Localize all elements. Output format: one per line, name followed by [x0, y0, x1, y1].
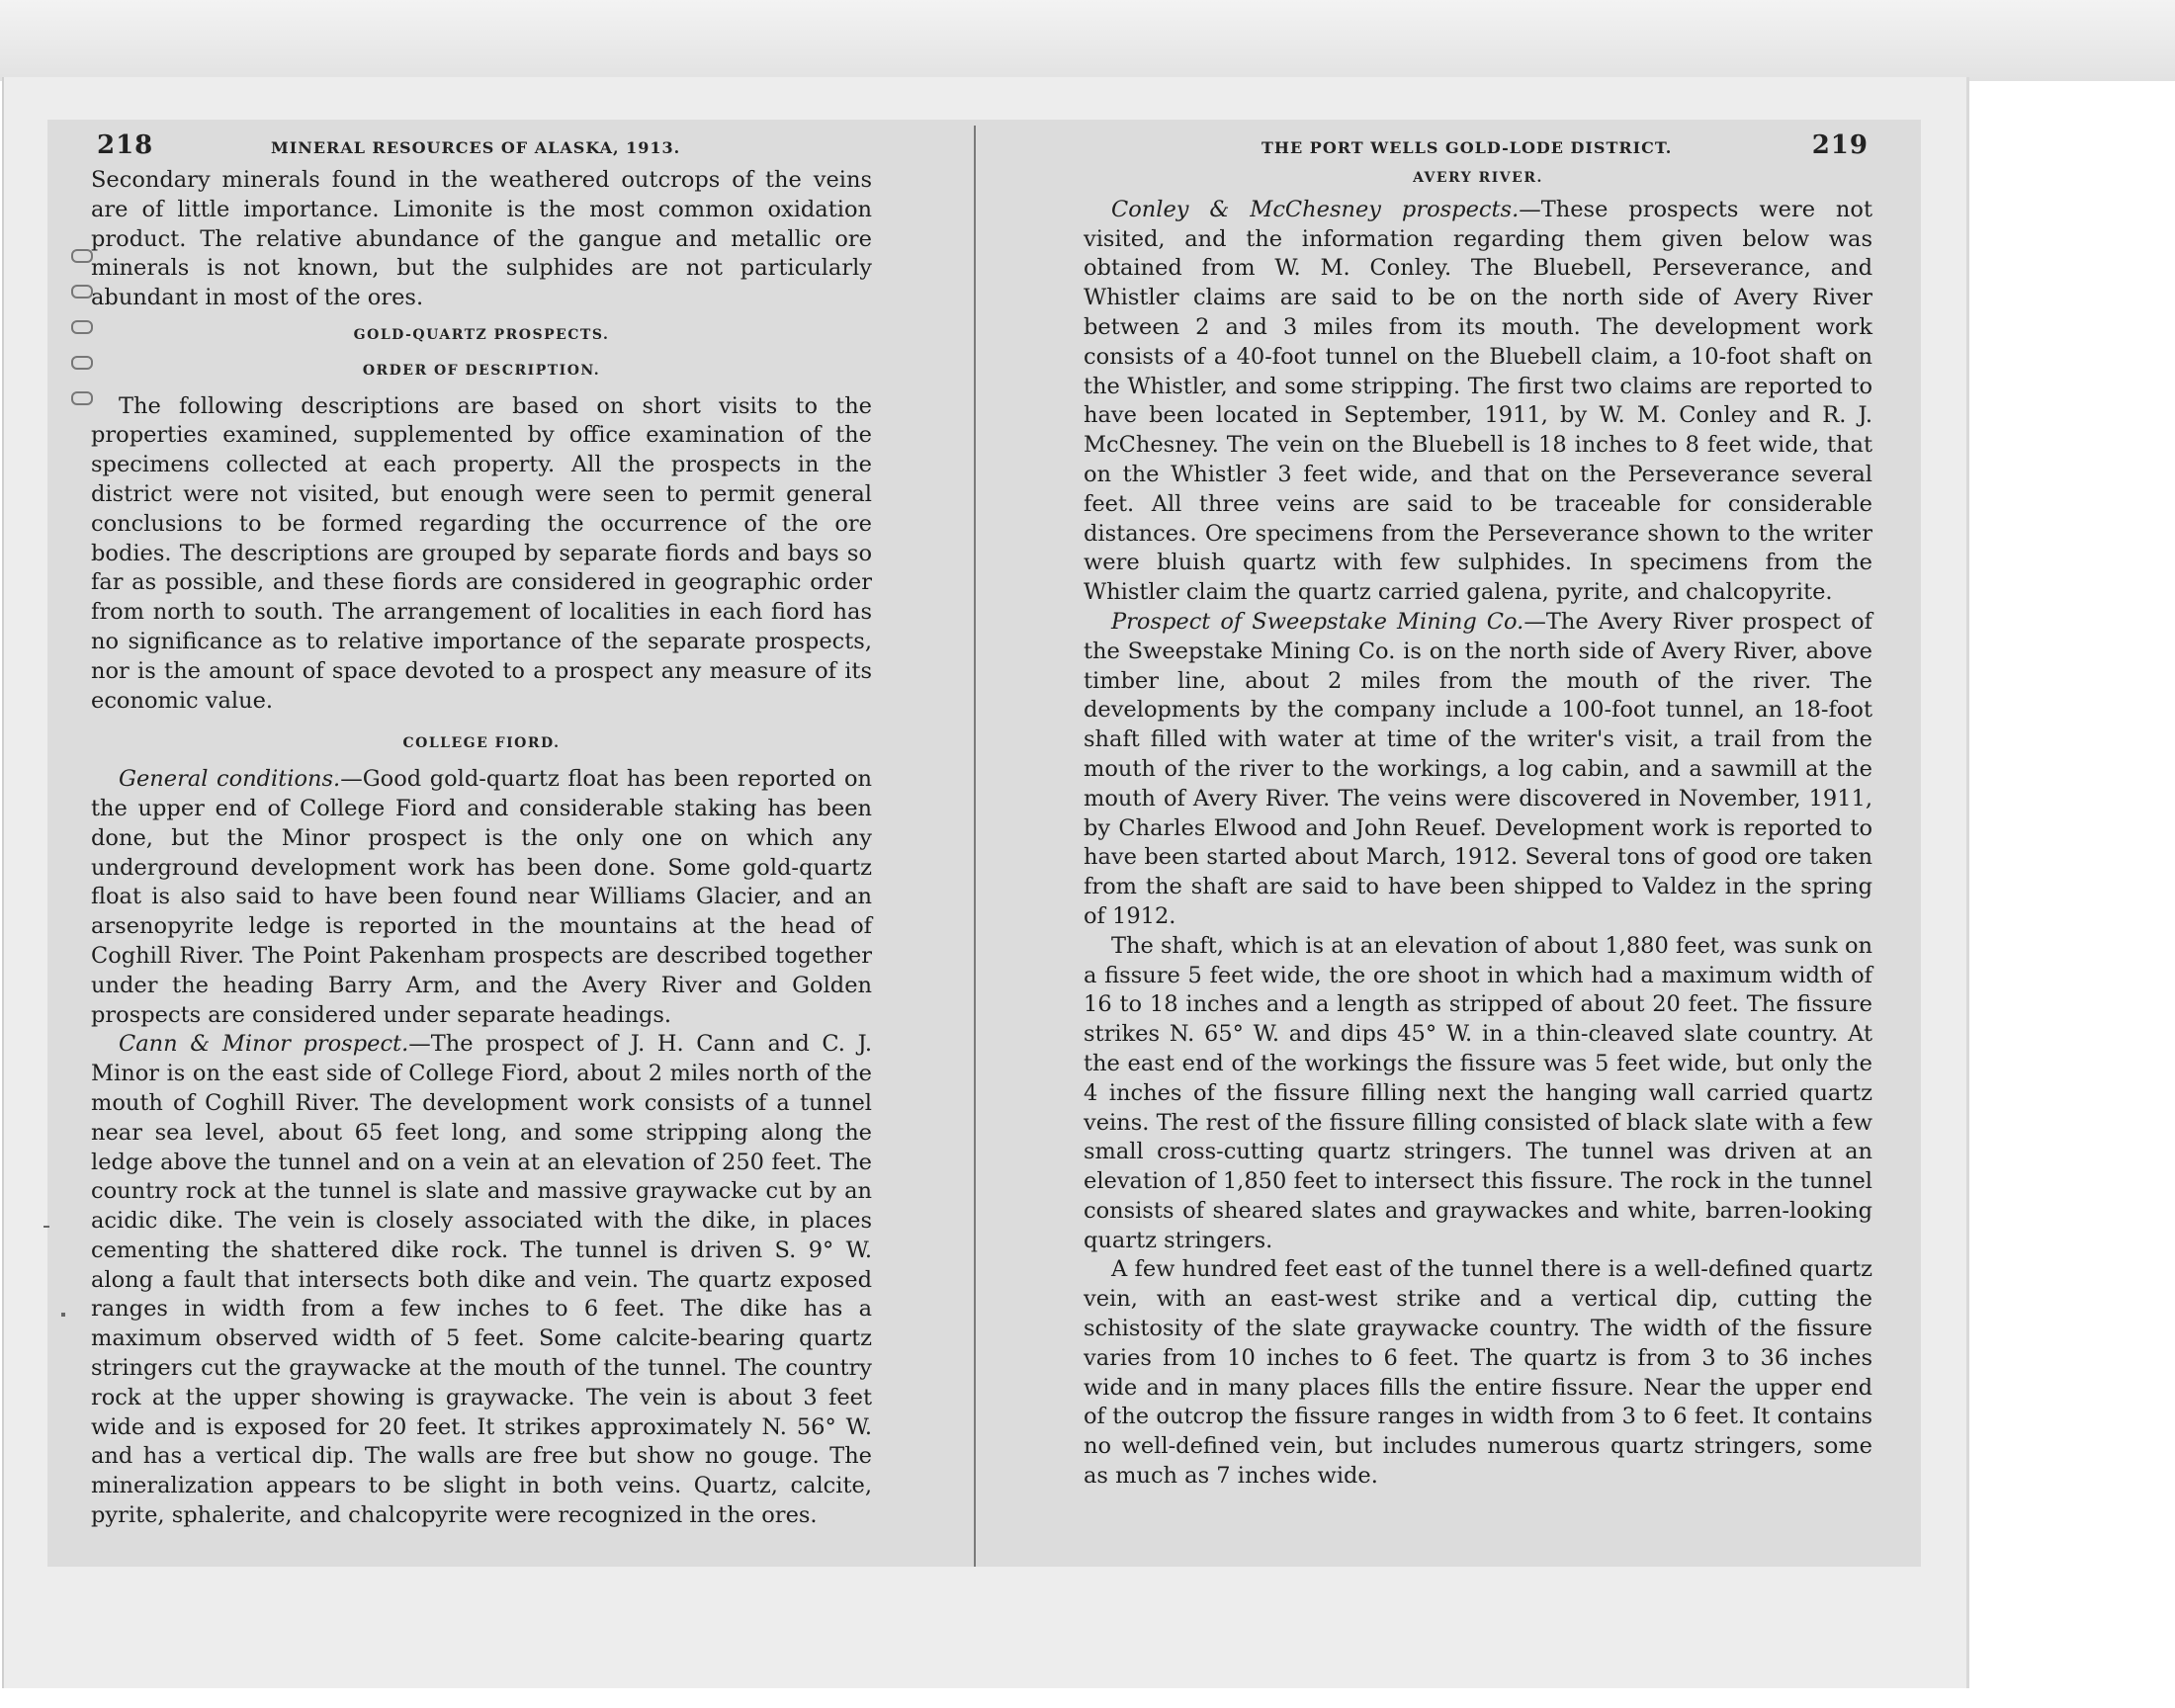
conley-paragraph: [1084, 196, 1872, 608]
left-page: [91, 127, 872, 1531]
paragraph-title: Cann & Minor prospect.: [119, 1031, 409, 1058]
paragraph-text: —These prospects were not visited, and the information regarding them given below was obtained from W. M. Conley. The Bluebell, Perseverance, and Whistler claims are said to be on the north side of Avery River between 2 and 3 miles from its mouth. The development work consists of a 40-foot tunnel on the Bluebell claim, a 10-foot shaft on the Whistler, and some stripping. The first two claims are reported to have been located in September, 1911, by W. M. Conley and R. J. McChesney. The vein on the Bluebell is 18 inches to 8 feet wide, that on the Whistler 3 feet wide, and that on the Perseverance several feet. All three veins are said to be traceable for considerable distances. Ore specimens from the Perseverance shown to the writer were bluish quartz with few sulphides. In specimens from the Whistler claim the quartz carried galena, pyrite, and chalcopyrite.: [1084, 196, 1872, 606]
cann-minor-paragraph: [91, 1030, 872, 1531]
right-page-header: [1084, 127, 1872, 166]
general-conditions-paragraph: [91, 765, 872, 1030]
page-gutter: [974, 126, 976, 1567]
sweepstake-paragraph: [1084, 608, 1872, 932]
shaft-paragraph: The shaft, which is at an elevation of about 1,880 feet, was sunk on a fissure 5 feet wide, the ore shoot in which had a maximum width of 16 to 18 inches and a length as stripped of about 20 feet. The fissure strikes N. 65° W. and dips 45° W. in a thin-cleaved slate country. At the east end of the workings the fissure was 5 feet wide, but only the 4 inches of the fissure filling next the hanging wall carried quartz veins. The rest of the fissure filling consisted of black slate with a few small cross-cutting quartz stringers. The tunnel was driven at an elevation of 1,850 feet to intersect this fissure. The rock in the tunnel consists of sheared slates and graywackes and white, barren-looking quartz stringers.: [1084, 932, 1872, 1253]
paragraph-title: Prospect of Sweepstake Mining Co.: [1111, 608, 1524, 635]
page-number: 219: [1811, 130, 1869, 160]
right-page-body: [1084, 164, 1872, 1492]
order-paragraph: The following descriptions are based on short visits to the properties examined, supplemented by office examination of the specimens collected at each property. All the prospects in the district were not visited, but enough were seen to permit general conclusions to be formed regarding the occurrence of the ore bodies. The descriptions are grouped by separate fiords and bays so far as possible, and these fiords are considered in geographic order from north to south. The arrangement of localities in each fiord has no significance as to relative importance of the separate prospects, nor is the amount of space devoted to a prospect any measure of its economic value.: [91, 392, 872, 714]
paragraph-title: Conley & McChesney prospects.: [1111, 196, 1520, 222]
margin-speck: [61, 1313, 65, 1317]
section-heading: GOLD-QUARTZ PROSPECTS.: [353, 326, 610, 343]
margin-speck: [44, 1226, 49, 1228]
left-page-body: [91, 166, 872, 1531]
paragraph-text: —Good gold-quartz float has been reported on the upper end of College Fiord and considerable staking has been done, but the Minor prospect is the only one on which any underground development work has been done. Some gold-quartz float is also said to have been found near Williams Glacier, and an arsenopyrite ledge is reported in the mountains at the head of Coghill River. The Point Pakenham prospects are described together under the heading Barry Arm, and the Avery River and Golden prospects are considered under separate headings.: [91, 766, 872, 1028]
page-number: 218: [97, 130, 154, 160]
paragraph-text: —The prospect of J. H. Cann and C. J. Minor is on the east side of College Fiord, about 2 miles north of the mouth of Coghill River. The development work consists of a tunnel near sea level, about 65 feet long, and some stripping along the ledge above the tunnel and on a vein at an elevation of 250 feet. The country rock at the tunnel is slate and massive graywacke cut by an acidic dike. The vein is closely associated with the dike, in places cementing the shattered dike rock. The tunnel is driven S. 9° W. along a fault that intersects both dike and vein. The quartz exposed ranges in width from a few inches to 6 feet. The dike has a maximum observed width of 5 feet. Some calcite-bearing quartz stringers cut the graywacke at the mouth of the tunnel. The country rock at the upper showing is graywacke. The vein is about 3 feet wide and is exposed for 20 feet. It strikes approximately N. 56° W. and has a vertical dip. The walls are free but show no gouge. The mineralization appears to be slight in both veins. Quartz, calcite, pyrite, sphalerite, and chalcopyrite were recognized in the ores.: [91, 1031, 872, 1529]
binding-hole-mark: [71, 285, 93, 299]
east-vein-paragraph: A few hundred feet east of the tunnel there is a well-defined quartz vein, with an east-west strike and a vertical dip, cutting the schistosity of the slate graywacke country. The width of the fissure varies from 10 inches to 6 feet. The quartz is from 3 to 36 inches wide and in many places fills the entire fissure. Near the upper end of the outcrop the fissure ranges in width from 3 to 6 feet. It contains no well-defined vein, but includes numerous quartz stringers, some as much as 7 inches wide.: [1084, 1256, 1872, 1490]
scanner-background: [0, 0, 2175, 81]
binding-hole-mark: [71, 320, 93, 334]
paragraph-text: —The Avery River prospect of the Sweepstake Mining Co. is on the north side of Avery River, above timber line, about 2 miles from the mouth of the river. The developments by the company include a 100-foot tunnel, an 18-foot shaft filled with water at time of the writer's visit, a trail from the mouth of the river to the workings, a log cabin, and a sawmill at the mouth of Avery River. The veins were discovered in November, 1911, by Charles Elwood and John Reuef. Development work is reported to have been started about March, 1912. Several tons of good ore taken from the shaft are said to have been shipped to Valdez in the spring of 1912.: [1084, 608, 1872, 929]
binding-hole-mark: [71, 249, 93, 263]
right-page: [1084, 127, 1872, 1492]
subsection-heading: AVERY RIVER.: [1413, 170, 1543, 186]
intro-paragraph: Secondary minerals found in the weathered outcrops of the veins are of little importance. Limonite is the most common oxidation product. The relative abundance of the gangue and metallic ore minerals is not known, but the sulphides are not particularly abundant in most of the ores.: [91, 167, 872, 311]
running-head: THE PORT WELLS GOLD-LODE DISTRICT.: [1262, 138, 1673, 157]
binding-hole-mark: [71, 356, 93, 370]
subsection-heading: ORDER OF DESCRIPTION.: [362, 362, 601, 379]
left-page-header: [91, 127, 872, 166]
paragraph-title: General conditions.: [119, 766, 341, 793]
subsection-heading: COLLEGE FIORD.: [402, 735, 561, 752]
running-head: MINERAL RESOURCES OF ALASKA, 1913.: [271, 138, 681, 157]
binding-hole-mark: [71, 391, 93, 405]
